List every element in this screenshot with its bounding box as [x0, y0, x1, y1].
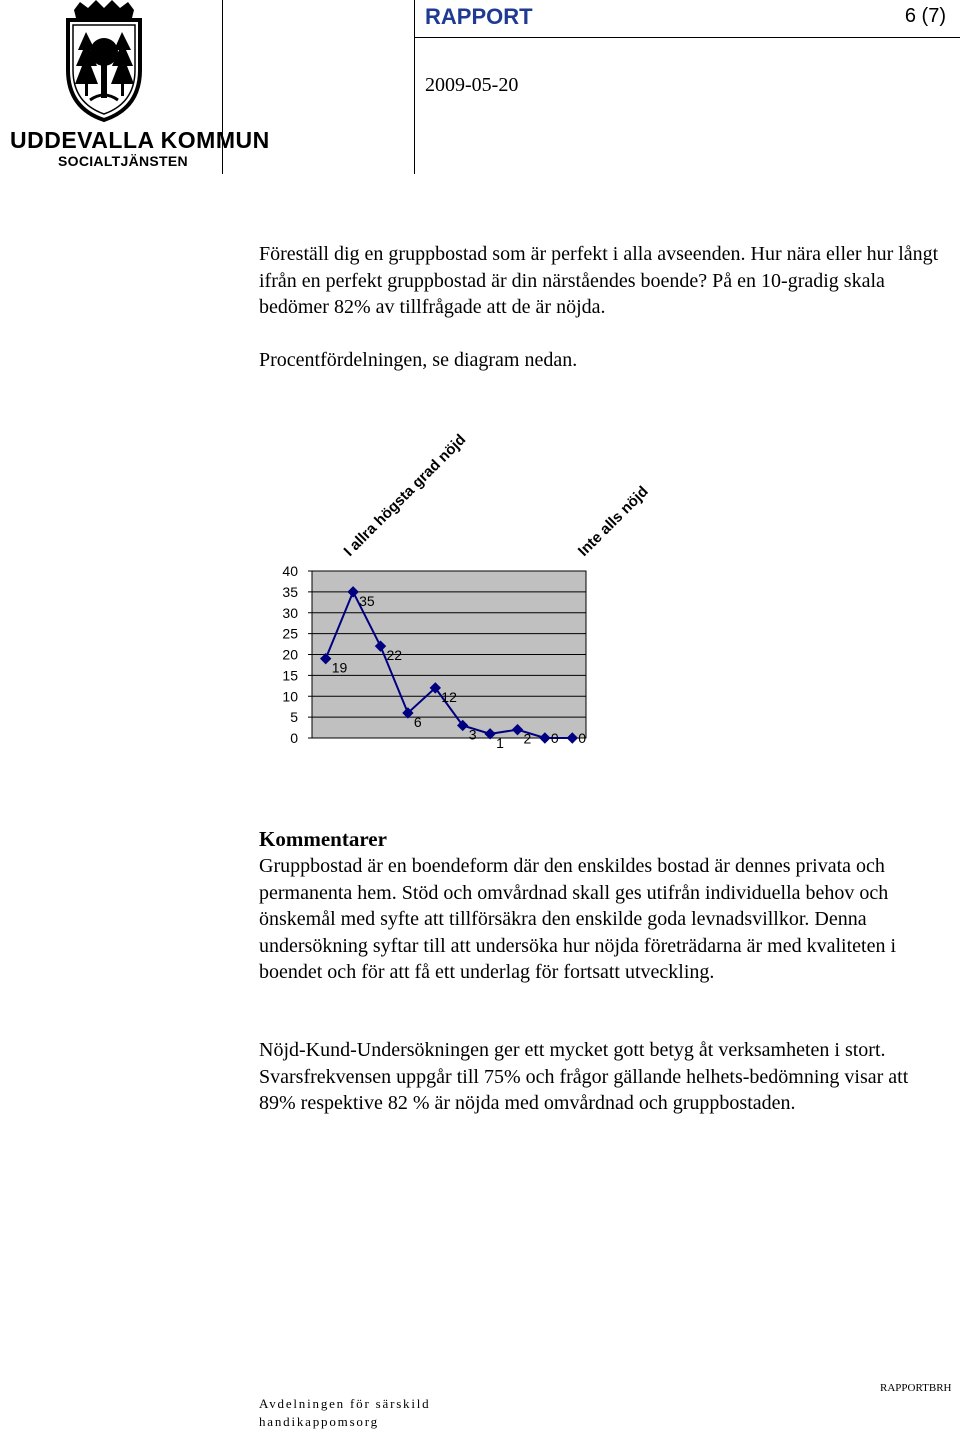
y-tick-label: 5	[290, 709, 298, 726]
y-tick-label: 15	[282, 667, 298, 684]
intro-paragraph: Föreställ dig en gruppbostad som är perfekt i alla avseenden. Hur nära eller hur långt ifrån en perfekt gruppbostad är din närståendes boende? På en 10-gradig skala bedömer 82% av tillfrågade att de är nöjda.	[259, 243, 939, 318]
header-spacer-cell	[222, 0, 415, 174]
comments-paragraph: Gruppbostad är en boendeform där den enskildes bostad är dennes privata och permanenta hem. Stöd och omvårdnad skall ges utifrån individuella behov och önskemål med syfte att tillförsäkra den enskilde goda levnadsvillkor. Denna undersökning syftar till att undersöka hur nöjda företrädarna är med kvaliteten i boendet och för att få ett underlag för fortsatt utveckling.	[259, 855, 897, 983]
page-header	[0, 0, 960, 174]
y-tick-label: 30	[282, 604, 298, 621]
data-label: 2	[523, 730, 532, 747]
data-label: 1	[496, 734, 504, 751]
y-tick-label: 0	[290, 730, 298, 746]
logo-text-municipality: UDDEVALLA KOMMUN	[10, 127, 270, 153]
report-title: RAPPORT	[425, 4, 533, 29]
comments-heading: Kommentarer	[259, 827, 387, 851]
data-label: 35	[359, 592, 375, 609]
satisfaction-line-chart	[270, 410, 670, 760]
footer-department-line1: Avdelningen för särskild	[259, 1396, 431, 1411]
data-label: 22	[386, 647, 403, 664]
annotation-not-satisfied: Inte alls nöjd	[574, 482, 652, 560]
data-label: 3	[468, 726, 477, 743]
diagram-reference: Procentfördelningen, se diagram nedan.	[259, 349, 578, 371]
municipality-logo	[0, 0, 270, 174]
footer-department	[259, 1395, 431, 1431]
annotation-most-satisfied: I allra högsta grad nöjd	[340, 431, 470, 560]
data-label: 0	[550, 730, 559, 746]
y-tick-label: 40	[282, 563, 298, 579]
y-tick-label: 25	[282, 625, 298, 642]
footer-doc-code: RAPPORTBRH	[880, 1382, 952, 1394]
header-divider	[414, 37, 960, 38]
y-tick-label: 10	[282, 688, 298, 705]
summary-paragraph: Nöjd-Kund-Undersökningen ger ett mycket gott betyg åt verksamheten i stort. Svarsfrekvensen uppgår till 75% och frågor gällande helhets-bedömning visar att 89% respektive 82 % är nöjda med omvårdnad och gruppbostaden.	[259, 1039, 909, 1114]
data-label: 12	[441, 688, 457, 705]
data-label: 0	[578, 730, 587, 746]
report-date: 2009-05-20	[425, 74, 519, 96]
data-label: 19	[331, 659, 348, 676]
logo-text-department: SOCIALTJÄNSTEN	[58, 153, 188, 169]
footer-department-line2: handikappomsorg	[259, 1414, 379, 1429]
coat-of-arms-icon	[0, 0, 222, 125]
y-tick-label: 35	[282, 583, 298, 600]
page-number: 6 (7)	[904, 5, 946, 27]
y-tick-label: 20	[282, 646, 298, 663]
data-label: 6	[413, 713, 422, 730]
